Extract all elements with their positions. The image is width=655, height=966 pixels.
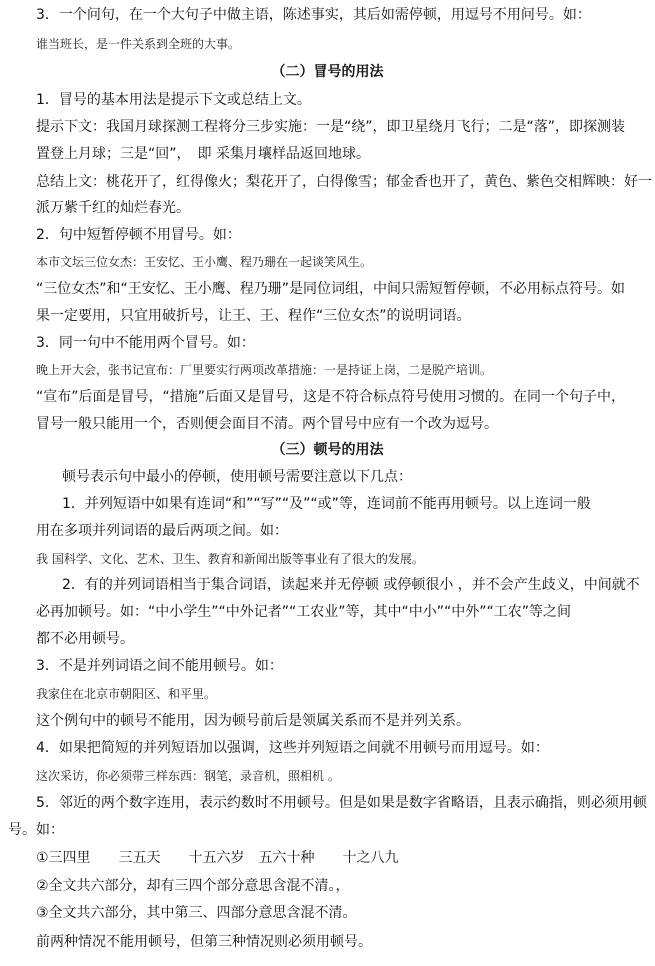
- number-examples-conclusion: 前两种情况不能用顿号，但第三种情况则必须用顿号。: [36, 934, 372, 950]
- section-heading-colon: （二）冒号的用法: [271, 64, 384, 80]
- explanation-two-colons-line2: 冒号一般只能用一个，否则便会面目不清。两个冒号中应有一个改为逗号。: [36, 416, 498, 432]
- colon-example-preview-line2: 置登上月球；三是“回”， 即 采集月壤样品返回地球。: [36, 146, 370, 162]
- colon-example-summary-line2: 派万紫千红的灿烂春光。: [36, 200, 190, 216]
- colon-rule-1: 1．冒号的基本用法是提示下文或总结上文。: [36, 92, 311, 108]
- colon-rule-3: 3．同一句中不能用两个冒号。如：: [36, 335, 255, 351]
- colon-rule-2: 2．句中短暂停顿不用冒号。如：: [36, 227, 241, 243]
- number-examples-3: ③全文共六部分，其中第三、四部分意思含混不清。: [36, 905, 357, 921]
- rule-3-question-as-subject: 3．一个问句，在一个大句子中做主语，陈述事实，其后如需停顿，用逗号不用问号。如：: [36, 7, 591, 23]
- example-three-women: 本市文坛三位女杰：王安忆、王小鹰、程乃珊在一起谈笑风生。: [36, 255, 373, 269]
- enumeration-rule-5-line1: 5．邻近的两个数字连用，表示约数时不用顿号。但是如果是数字省略语，且表示确指，则必须用顿: [36, 795, 647, 811]
- enumeration-rule-2-line1: 2．有的并列词语相当于集合词语，读起来并无停顿 或停顿很小 ，并不会产生歧义，中间就不: [62, 577, 640, 593]
- section-heading-enumeration-comma: （三）顿号的用法: [271, 442, 384, 458]
- enumeration-rule-2-line2: 必再加顿号。如：“中小学生”“中外记者”“工农业”等，其中“中小”“中外”“工农”等之间: [36, 604, 572, 620]
- example-interview-items: 这次采访，你必须带三样东西：钢笔，录音机，照相机 。: [36, 769, 340, 783]
- explanation-beijing-address: 这个例句中的顿号不能用，因为顿号前后是领属关系而不是并列关系。: [36, 713, 470, 729]
- enumeration-rule-5-line2: 号。如：: [8, 822, 64, 838]
- example-science-culture: 我 国科学、文化、艺术、卫生、教育和新闻出版等事业有了很大的发展。: [36, 552, 424, 566]
- explanation-three-women-line1: “三位女杰”和“王安忆、王小鹰、程乃珊”是同位词组，中间只需短暂停顿，不必用标点符号。如: [36, 281, 626, 297]
- enumeration-rule-2-line3: 都不必用顿号。: [36, 631, 134, 647]
- enumeration-comma-intro: 顿号表示句中最小的停顿，使用顿号需要注意以下几点：: [62, 469, 412, 485]
- example-class-monitor: 谁当班长，是一件关系到全班的大事。: [36, 37, 241, 51]
- explanation-three-women-line2: 果一定要用，只宜用破折号，让王、王、程作“三位女杰”的说明词语。: [36, 308, 471, 324]
- example-beijing-address: 我家住在北京市朝阳区、和平里。: [36, 687, 217, 701]
- enumeration-rule-1-line2: 用在多项并列词语的最后两项之间。如：: [36, 523, 288, 539]
- enumeration-rule-4: 4．如果把简短的并列短语加以强调，这些并列短语之间就不用顿号而用逗号。如：: [36, 740, 549, 756]
- example-two-colons: 晚上开大会，张书记宣布：厂里要实行两项改革措施：一是持证上岗，二是脱产培训。: [36, 363, 493, 377]
- enumeration-rule-3: 3．不是并列词语之间不能用顿号。如：: [36, 658, 283, 674]
- colon-example-preview-line1: 提示下文：我国月球探测工程将分三步实施：一是“绕”，即卫星绕月飞行；二是“落”，即探测装: [36, 119, 626, 135]
- number-examples-1: ①三四里 三五天 十五六岁 五六十种 十之八九: [36, 850, 399, 866]
- colon-example-summary-line1: 总结上文：桃花开了，红得像火；梨花开了，白得像雪；郁金香也开了，黄色、紫色交相辉映：好一: [36, 174, 652, 190]
- enumeration-rule-1-line1: 1．并列短语中如果有连词“和”“写”“及”“或”等，连词前不能再用顿号。以上连词一般: [62, 496, 591, 512]
- explanation-two-colons-line1: “宣布”后面是冒号，“措施”后面又是冒号，这是不符合标点符号使用习惯的。在同一个句子中，: [36, 389, 626, 405]
- number-examples-2: ②全文共六部分，却有三四个部分意思含混不清。，: [36, 878, 350, 894]
